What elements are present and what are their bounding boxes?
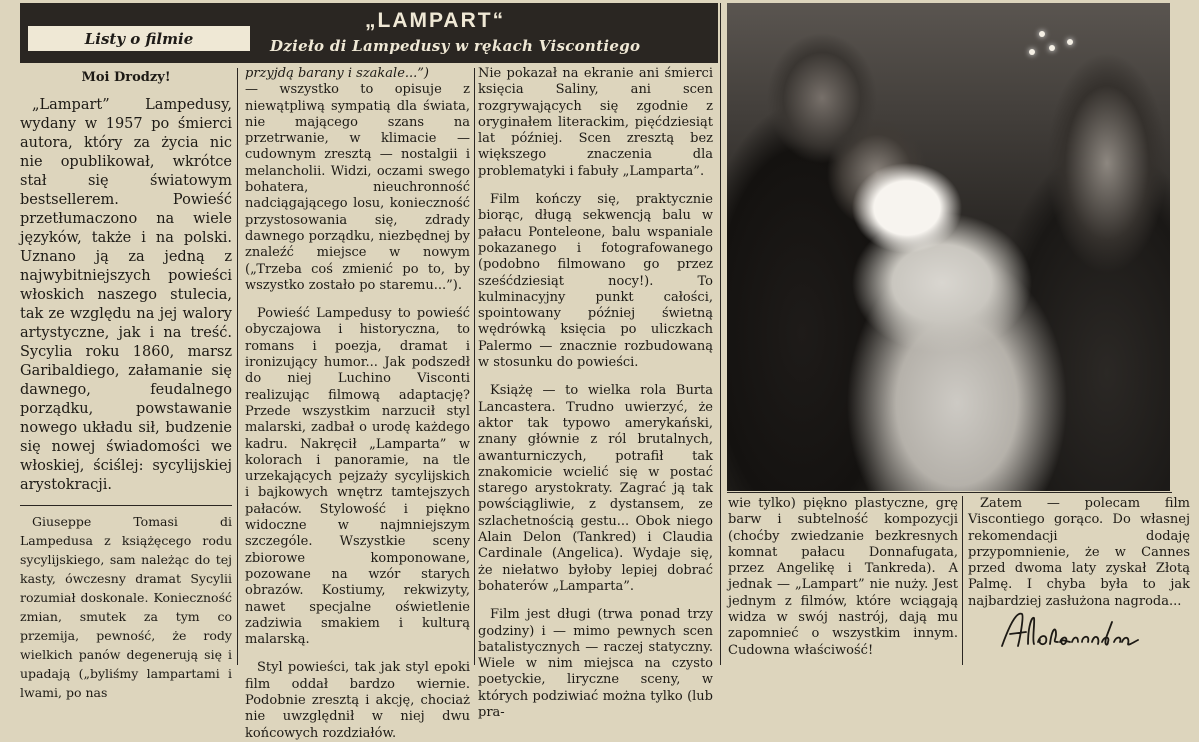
film-still-photo — [727, 3, 1170, 491]
author-signature — [998, 608, 1148, 654]
paragraph: wie tylko) piękno plastyczne, grę barw i subtelność kompozycji (choćby zwiedzanie bezkresnych komnat pałacu Donnafugata, przez Angelikę i Tankreda). A jednak — „Lampart” nie nuży. Jest jednym z filmów, które wciągają widza w swój nastrój, dają mu zapomnieć o wszystkim innym. Cudowna właściwość! — [728, 496, 958, 658]
section-tag: Listy o filmie — [28, 26, 250, 51]
paragraph: Zatem — polecam film Viscontiego gorąco. Do własnej rekomendacji dodaję przypomnienie, że w Cannes przed dwoma laty zyskał Złotą Palmę. I chyba była to jak najbardziej zasłużona nagroda... — [968, 496, 1190, 609]
paragraph: Styl powieści, tak jak styl epoki film oddał bardzo wiernie. Podobnie zresztą i akcję, chociaż nie uwzględnił w niej dwu końcowych rozdziałów. — [245, 660, 470, 741]
paragraph: Nie pokazał na ekranie ani śmierci księcia Saliny, ani scen rozgrywających się zgodnie z oryginałem literackim, pięćdziesiąt lat później. Scen zresztą bez większego znaczenia dla problematyki i fabuły „Lamparta”. — [478, 66, 713, 179]
column-rule — [237, 68, 238, 665]
greeting: Moi Drodzy! — [81, 70, 171, 85]
article-subtitle: Dzieło di Lampedusy w rękach Viscontiego — [270, 37, 641, 55]
paragraph: „Lampart” Lampedusy, wydany w 1957 po śmierci autora, który za życia nic nie opublikował, wkrótce stał się światowym bestsellerem. Powieść przetłumaczono na wiele języków, także i na polski. Uznano ją za jedną z najwybitniejszych powieści włoskich naszego stulecia, tak ze względu na jej walory artystyczne, jak i na treść. Sycylia roku 1860, marsz Garibaldiego, załamanie się dawnego, feudalnego porządku, powstawanie nowego układu sił, budzenie się nowej świadomości we włoskiej, ściślej: sycylijskiej arystokracji. — [20, 97, 232, 494]
column-rule — [474, 68, 475, 665]
paragraph: Powieść Lampedusy to powieść obyczajowa i historyczna, to romans i poezja, dramat i ironizujący humor... Jak podszedł do niej Luchino Visconti realizując filmową adaptację? Przede wszystkim narzucił styl malarski, zadbał o urodę każdego kadru. Nakręcił „Lamparta” w kolorach i panoramie, na tle urzekających pejzaży sycylijskich i bajkowych wnętrz tamtejszych pałaców. Stylowość i piękno widoczne w najmniejszym szczególe. Wszystkie sceny zbiorowe komponowane, pozowane na wzór starych obrazów. Kostiumy, rekwizyty, nawet specjalne oświetlenie zadziwia smakiem i kulturą malarską. — [245, 306, 470, 648]
chandelier-light — [1029, 49, 1035, 55]
column-3 — [478, 66, 713, 721]
paragraph: Książę — to wielka rola Burta Lancastera. Trudno uwierzyć, że aktor tak typowo amerykański, znany głównie z ról brutalnych, awanturniczych, potrafił tak znakomicie wcielić się w postać starego arystokraty. Zagrać ją tak powściągliwie, z dystansem, ze szlachetnością gestu... Obok niego Alain Delon (Tankred) i Claudia Cardinale (Angelica). Wydaje się, że niełatwo byłoby lepiej dobrać bohaterów „Lamparta”. — [478, 383, 713, 594]
paragraph: — wszystko to opisuje z niewątpliwą sympatią dla świata, nie mającego szans na przetrwanie, w klimacie — cudownym zresztą — nostalgii i melancholii. Widzi, oczami swego bohatera, nieuchronność nadciągającego losu, konieczność przystosowania się, zdrady dawnego porządku, niezbędnej by znaleźć miejsce w nowym („Trzeba coś zmienić po to, by wszystko zostało po staremu...”). — [245, 82, 470, 293]
photo-rule — [727, 492, 1172, 493]
paragraph: Film jest długi (trwa ponad trzy godziny) i — mimo pewnych scen batalistycznych — raczej statyczny. Wiele w nim miejsca na czysto poetyckie, liryczne sceny, w których podziwiać można tylko (lub pra- — [478, 607, 713, 720]
column-4 — [728, 496, 958, 659]
column-rule — [720, 3, 721, 665]
paragraph: Giuseppe Tomasi di Lampedusa z książęcego rodu sycylijskiego, sam należąc do tej kasty, ówczesny dramat Sycylii rozumiał doskonale. Konieczność zmian, smutek za tym co przemija, pewność, że rody wielkich panów degenerują się i upadają („byliśmy lampartami i lwami, po nas — [20, 505, 232, 702]
chandelier-light — [1067, 39, 1073, 45]
chandelier-light — [1049, 45, 1055, 51]
chandelier-light — [1039, 31, 1045, 37]
article-title: „LAMPART“ — [365, 9, 506, 32]
column-5 — [968, 496, 1190, 610]
paragraph: Film kończy się, praktycznie biorąc, długą sekwencją balu w pałacu Ponteleone, balu wspaniale pokazanego i fotografowanego (podobno filmowano go przez sześćdziesiąt nocy!). To kulminacyjny punkt całości, spointowany później świetną wędrówką księcia po uliczkach Palermo — znacznie rozbudowaną w stosunku do powieści. — [478, 192, 713, 371]
column-rule — [962, 496, 963, 665]
header-banner — [20, 3, 718, 63]
column-1 — [20, 70, 232, 702]
paragraph-lead: przyjdą barany i szakale...”) — [245, 66, 430, 81]
column-2 — [245, 66, 470, 742]
